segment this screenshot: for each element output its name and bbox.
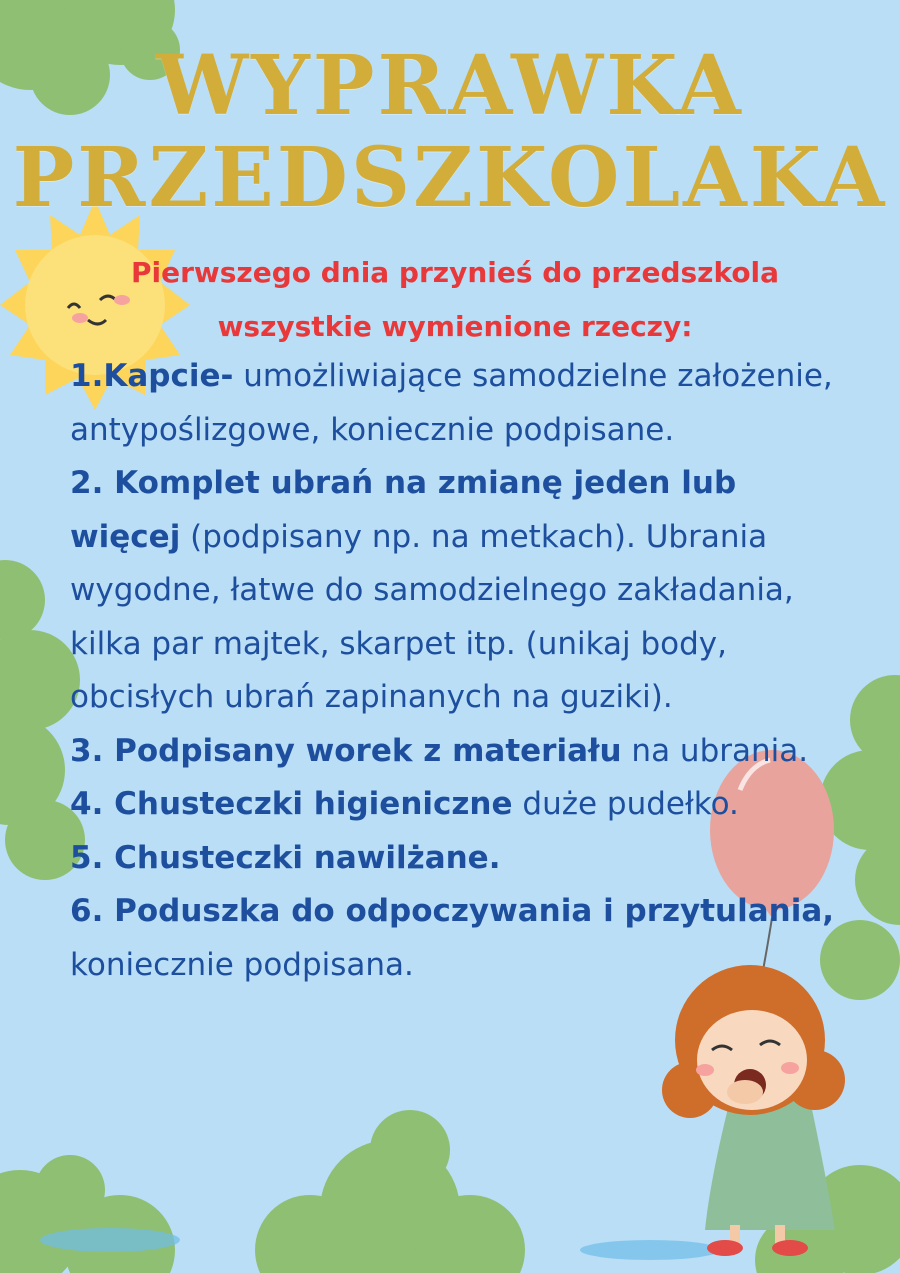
item-title: 5. Chusteczki nawilżane. bbox=[70, 839, 501, 876]
item-description: (podpisany np. na metkach). Ubrania wygodne, łatwe do samodzielnego zakładania, kilka par majtek, skarpet itp. (unikaj body, obcisłych ubrań zapinanych na guziki). bbox=[70, 518, 794, 715]
list-item bbox=[70, 778, 850, 832]
intro-line-2: wszystkie wymienione rzeczy: bbox=[217, 310, 693, 343]
page-title-line-2: PRZEDSZKOLAKA bbox=[12, 130, 888, 226]
list-item bbox=[70, 725, 850, 779]
supplies-list bbox=[70, 350, 850, 992]
list-item bbox=[70, 832, 850, 886]
item-title: 6. Poduszka do odpoczywania i przytulania, bbox=[70, 893, 835, 929]
item-title: 4. Chusteczki higieniczne bbox=[70, 786, 513, 822]
list-item bbox=[70, 885, 850, 992]
item-title: 2. Komplet ubrań na zmianę jeden lub więcej bbox=[70, 465, 737, 555]
item-description: duże pudełko. bbox=[512, 786, 739, 822]
item-title: 3. Podpisany worek z materiału bbox=[70, 732, 622, 769]
girl-illustration bbox=[662, 965, 845, 1256]
list-item bbox=[70, 457, 850, 725]
intro-line-1: Pierwszego dnia przynieś do przedszkola bbox=[130, 256, 780, 289]
page-title-line-1: WYPRAWKA bbox=[156, 38, 744, 134]
item-description: na ubrania. bbox=[621, 732, 809, 769]
item-description: koniecznie podpisana. bbox=[70, 946, 414, 983]
item-description: umożliwiające samodzielne założenie, antypoślizgowe, koniecznie podpisane. bbox=[70, 358, 833, 448]
intro-text bbox=[30, 246, 880, 354]
list-item bbox=[70, 350, 850, 457]
item-title: 1.Kapcie- bbox=[70, 358, 234, 394]
